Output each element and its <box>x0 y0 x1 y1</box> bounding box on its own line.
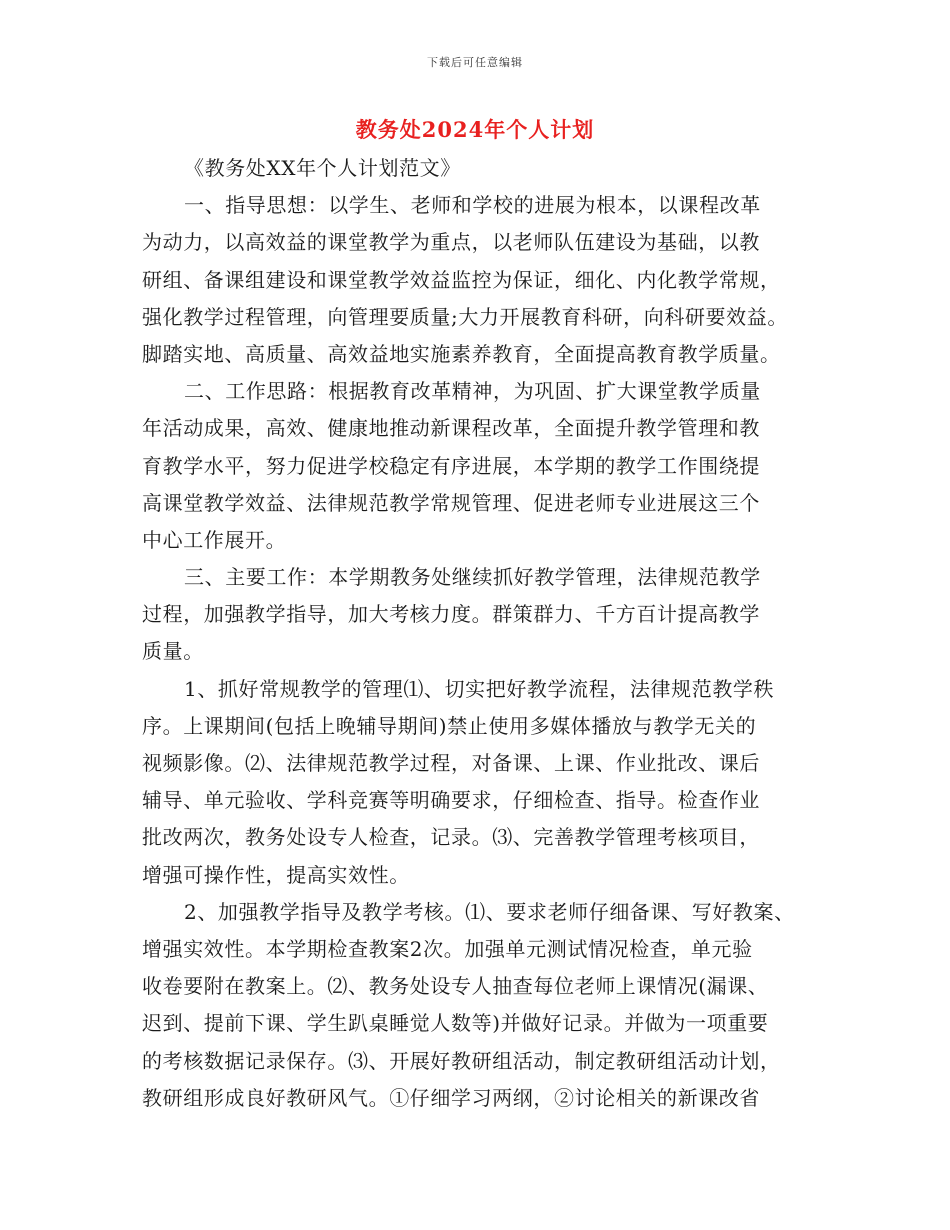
body-line: 为动力，以高效益的课堂教学为重点，以老师队伍建设为基础，以教 <box>142 230 760 255</box>
body-line: 的考核数据记录保存。⑶、开展好教研组活动，制定教研组活动计划， <box>142 1048 781 1073</box>
body-line: 批改两次，教务处设专人检查，记录。⑶、完善教学管理考核项目， <box>142 825 760 850</box>
body-line: 序。上课期间(包括上晚辅导期间)禁止使用多媒体播放与教学无关的 <box>142 713 757 738</box>
body-line: 二、工作思路：根据教育改革精神，为巩固、扩大课堂教学质量 <box>184 379 761 404</box>
body-line: 教研组形成良好教研风气。①仔细学习两纲，②讨论相关的新课改省 <box>142 1085 760 1110</box>
body-line: 一、指导思想：以学生、老师和学校的进展为根本，以课程改革 <box>184 193 761 218</box>
body-line: 收卷要附在教案上。⑵、教务处设专人抽查每位老师上课情况(漏课、 <box>142 974 769 999</box>
page-header-note: 下载后可任意编辑 <box>427 56 523 69</box>
body-line: 研组、备课组建设和课堂教学效益监控为保证，细化、内化教学常规， <box>142 267 781 292</box>
body-line: 质量。 <box>142 639 204 664</box>
body-line: 增强可操作性，提高实效性。 <box>142 862 410 887</box>
body-line: 年活动成果，高效、健康地推动新课程改革，全面提升教学管理和教 <box>142 416 760 441</box>
body-line: 视频影像。⑵、法律规范教学过程，对备课、上课、作业批改、课后 <box>142 751 760 775</box>
document-title: 教务处2024年个人计划 <box>355 117 595 142</box>
body-line: 育教学水平，努力促进学校稳定有序进展，本学期的教学工作围绕提 <box>142 453 760 478</box>
body-line: 高课堂教学效益、法律规范教学常规管理、促进老师专业进展这三个 <box>142 490 760 515</box>
body-line: 2、加强教学指导及教学考核。⑴、要求老师仔细备课、写好教案、 <box>184 899 795 924</box>
body-line: 迟到、提前下课、学生趴桌睡觉人数等)并做好记录。并做为一项重要 <box>142 1011 769 1036</box>
document-body <box>142 150 832 1117</box>
body-line: 1、抓好常规教学的管理⑴、切实把好教学流程，法律规范教学秩 <box>184 676 775 701</box>
body-line: 强化教学过程管理，向管理要质量;大力开展教育科研，向科研要效益。 <box>142 304 788 329</box>
body-line: 三、主要工作：本学期教务处继续抓好教学管理，法律规范教学 <box>184 565 761 590</box>
body-line: 脚踏实地、高质量、高效益地实施素养教育，全面提高教育教学质量。 <box>142 341 781 366</box>
body-line: 过程，加强教学指导，加大考核力度。群策群力、千方百计提高教学 <box>142 602 760 627</box>
body-line: 《教务处XX年个人计划范文》 <box>184 156 461 180</box>
body-line: 中心工作展开。 <box>142 527 287 552</box>
body-line: 辅导、单元验收、学科竞赛等明确要求，仔细检查、指导。检查作业 <box>142 788 760 813</box>
body-line: 增强实效性。本学期检查教案2次。加强单元测试情况检查，单元验 <box>142 936 753 961</box>
